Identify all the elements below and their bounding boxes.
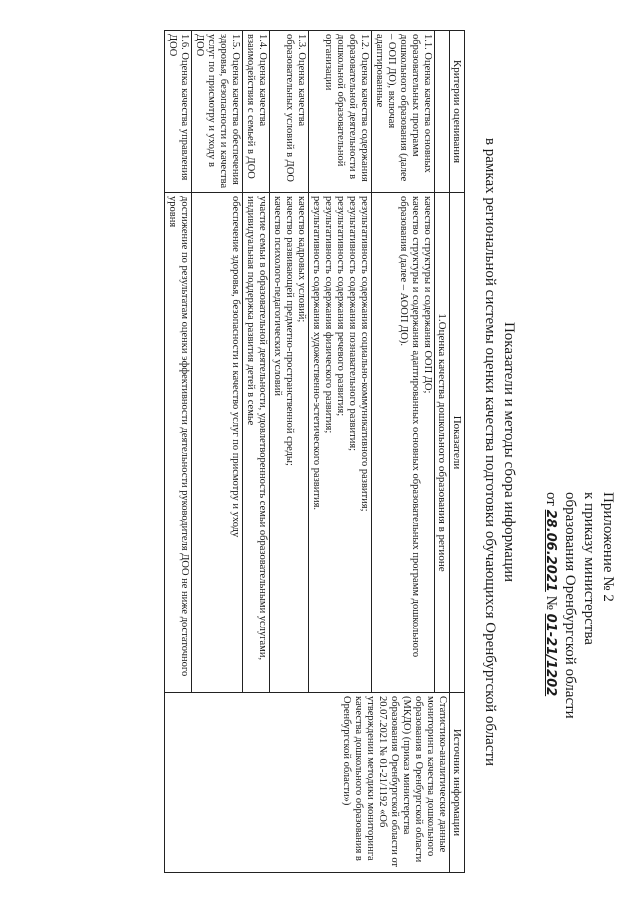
indicator-item: результативность содержания социально-коммуникативного развития; — [359, 196, 370, 512]
indicators-cell — [165, 193, 192, 693]
source-cell: Статистико-аналитические данные мониторинга качества дошкольного образования в Оренбургской области (МКДО) (приказ министерства образования Оренбургской области от 20.07.2021 № 01-21/1192 «Об утверждении методики мониторинга качества дошкольного образования в Оренбургской области») — [165, 693, 450, 873]
indicator-item: обеспечение здоровья, безопасности и качество услуг по присмотру и уходу — [230, 196, 241, 538]
appendix-order-ref: к приказу министерства — [581, 492, 597, 645]
indicators-cell — [192, 193, 243, 693]
table-header-row — [450, 31, 465, 873]
criterion-cell: 1.5. Оценка качества обеспечения здоровья, безопасности и качества услуг по присмотру и уходу в ДОО — [192, 31, 243, 193]
indicator-item: качество кадровых условий; — [296, 196, 307, 323]
indicator-item: качество психолого-педагогических условий — [272, 196, 283, 396]
criterion-cell: 1.4. Оценка качества взаимодействия с семьей в ДОО — [243, 31, 270, 193]
document-title: Показатели и методы сбора информации — [501, 321, 517, 583]
header-source: Источник информации — [450, 693, 465, 873]
indicator-item: участие семьи в образовательной деятельности, удовлетворенность семьи образовательными услугами, индивидуальная поддержка развития детей в семье — [245, 196, 268, 661]
indicator-item: качество структуры и содержания адаптированных основных образовательных программ дошкольного образования (далее – АООП ДО). — [398, 196, 421, 658]
indicator-item: качество структуры и содержания ООП ДО; — [422, 196, 433, 394]
appendix-ministry: образования Оренбургской области — [562, 492, 578, 719]
indicators-cell — [372, 193, 435, 693]
indicator-item: результативность содержания познавательного развития; — [347, 196, 358, 452]
indicators-cell — [270, 193, 309, 693]
appendix-date-line — [541, 492, 560, 872]
order-date: 28.06.2021 — [543, 509, 558, 592]
date-prefix: от — [543, 492, 559, 506]
indicator-item: качество развивающей предметно-пространственной среды; — [284, 196, 295, 466]
indicator-item: результативность содержания речевого развития; — [335, 196, 346, 417]
indicators-table — [164, 30, 465, 873]
criterion-cell: 1.3. Оценка качества образовательных условий в ДОО — [270, 31, 309, 193]
appendix-number: Приложение № 2 — [600, 492, 616, 602]
order-number: 01-21/1202 — [543, 613, 558, 697]
indicator-item: результативность содержания художественно-эстетического развития. — [311, 196, 322, 511]
indicator-item: достижение по результатам оценки эффективности деятельности руководителя ДОО не ниже достаточного уровня — [167, 196, 190, 677]
document-page — [25, 22, 625, 882]
number-prefix: № — [543, 595, 559, 610]
criterion-cell: 1.2. Оценка качества содержания образовательной деятельности в дошкольной образовательной организации — [309, 31, 372, 193]
section-title: 1.Оценка качества дошкольного образования в регионе — [435, 193, 450, 693]
indicator-item: результативность содержания физического развития; — [323, 196, 334, 434]
header-criteria: Критерии оценивания — [450, 31, 465, 193]
indicators-cell — [243, 193, 270, 693]
indicators-cell — [309, 193, 372, 693]
document-subtitle: в рамках региональной системы оценки качества подготовки обучающихся Оренбургской области — [482, 137, 498, 767]
section-row — [435, 31, 450, 873]
criterion-cell: 1.1. Оценка качества основных образовательных программ дошкольного образования (далее – ООП ДО), включая адаптированные — [372, 31, 435, 193]
criterion-cell: 1.6. Оценка качества управления ДОО — [165, 31, 192, 193]
header-indicators: Показатели — [450, 193, 465, 693]
appendix-header — [541, 492, 617, 872]
